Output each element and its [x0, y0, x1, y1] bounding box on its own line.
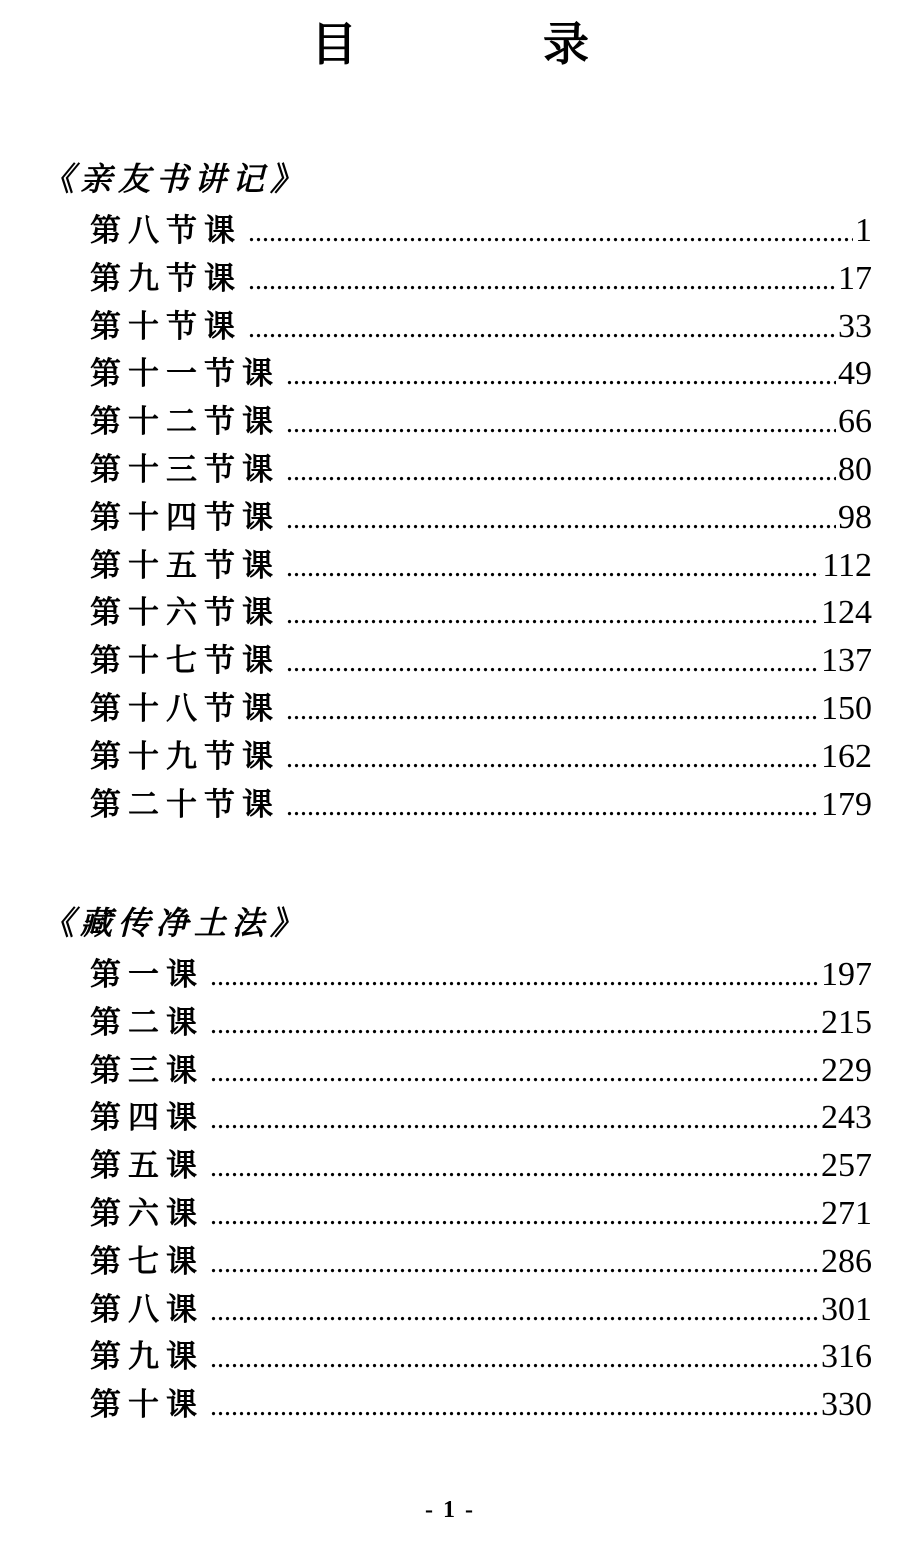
toc-entry-label: 第十一节课 — [90, 356, 280, 393]
toc-entry-page-number: 301 — [821, 1290, 872, 1328]
toc-entry-label: 第七课 — [90, 1243, 204, 1280]
toc-entry-page-number: 33 — [838, 307, 872, 345]
toc-entry[interactable] — [90, 733, 872, 781]
dot-leader — [286, 687, 819, 733]
section-title: 《亲友书讲记》 — [42, 160, 309, 198]
toc-entry[interactable] — [90, 1142, 872, 1190]
toc-entry[interactable] — [90, 1094, 872, 1142]
toc-entry-label: 第二十节课 — [90, 786, 280, 823]
dot-leader — [286, 639, 819, 685]
dot-leader — [210, 1192, 819, 1238]
page-number: - 1 - — [425, 1497, 475, 1523]
toc-entry[interactable] — [90, 255, 872, 303]
toc-entry-page-number: 179 — [821, 785, 872, 823]
toc-entry-label: 第四课 — [90, 1100, 204, 1137]
dot-leader — [286, 591, 819, 637]
toc-entry-page-number: 17 — [838, 259, 872, 297]
toc-entry[interactable] — [90, 589, 872, 637]
toc-entry-label: 第十三节课 — [90, 451, 280, 488]
dot-leader — [248, 305, 836, 351]
toc-entry-label: 第三课 — [90, 1052, 204, 1089]
toc-entry[interactable] — [90, 781, 872, 829]
dot-leader — [210, 1288, 819, 1334]
toc-entry-list — [42, 951, 872, 1429]
toc-entry-page-number: 66 — [838, 403, 872, 441]
toc-entry-page-number: 330 — [821, 1386, 872, 1424]
toc-entry-page-number: 80 — [838, 450, 872, 488]
toc-entry[interactable] — [90, 1333, 872, 1381]
toc-entry-page-number: 286 — [821, 1242, 872, 1280]
toc-entry[interactable] — [90, 1381, 872, 1429]
toc-entry[interactable] — [90, 1286, 872, 1334]
toc-entry-label: 第十六节课 — [90, 595, 280, 632]
toc-entry-label: 第九节课 — [90, 260, 242, 297]
toc-entry-label: 第八课 — [90, 1291, 204, 1328]
toc-entry[interactable] — [90, 446, 872, 494]
section-title: 《藏传净土法》 — [42, 904, 309, 942]
dot-leader — [286, 400, 836, 446]
toc-entry-label: 第十四节课 — [90, 499, 280, 536]
toc-entry-label: 第五课 — [90, 1148, 204, 1185]
toc-entry-page-number: 162 — [821, 737, 872, 775]
toc-entry-label: 第九课 — [90, 1339, 204, 1376]
toc-entry[interactable] — [90, 303, 872, 351]
toc-entry-label: 第十二节课 — [90, 404, 280, 441]
dot-leader — [286, 352, 836, 398]
toc-entry-label: 第十节课 — [90, 308, 242, 345]
toc-entry-page-number: 271 — [821, 1194, 872, 1232]
dot-leader — [210, 1049, 819, 1095]
dot-leader — [286, 448, 836, 494]
toc-entry-page-number: 243 — [821, 1099, 872, 1137]
dot-leader — [210, 1240, 819, 1286]
toc-entry-label: 第十八节课 — [90, 690, 280, 727]
toc-entry-label: 第十课 — [90, 1387, 204, 1424]
toc-entry-label: 第二课 — [90, 1004, 204, 1041]
dot-leader — [286, 783, 819, 829]
dot-leader — [210, 1335, 819, 1381]
toc-entry-page-number: 150 — [821, 689, 872, 727]
dot-leader — [286, 496, 836, 542]
toc-section-zangchuan-jingtu — [42, 899, 872, 1429]
dot-leader — [210, 953, 819, 999]
toc-entry-label: 第十九节课 — [90, 738, 280, 775]
dot-leader — [248, 257, 836, 303]
toc-entry[interactable] — [90, 1238, 872, 1286]
toc-entry-label: 第六课 — [90, 1195, 204, 1232]
toc-entry[interactable] — [90, 494, 872, 542]
page-title: 目 录 — [311, 17, 659, 71]
toc-entry[interactable] — [90, 398, 872, 446]
dot-leader — [210, 1096, 819, 1142]
toc-entry-label: 第八节课 — [90, 213, 242, 249]
toc-entry-page-number: 124 — [821, 594, 872, 632]
toc-entry-page-number: 137 — [821, 642, 872, 680]
toc-entry[interactable] — [90, 637, 872, 685]
toc-entry-page-number: 49 — [838, 355, 872, 393]
dot-leader — [210, 1144, 819, 1190]
dot-leader — [248, 209, 853, 255]
toc-entry[interactable] — [90, 1190, 872, 1238]
toc-entry[interactable] — [90, 951, 872, 999]
toc-entry[interactable] — [90, 1047, 872, 1095]
toc-section-qinyoushu — [42, 155, 872, 828]
toc-entry[interactable] — [90, 542, 872, 590]
toc-entry-page-number: 98 — [838, 498, 872, 536]
toc-entry[interactable] — [90, 350, 872, 398]
toc-entry-label: 第十五节课 — [90, 547, 280, 584]
toc-entry-page-number: 229 — [821, 1051, 872, 1089]
toc-entry-page-number: 197 — [821, 956, 872, 993]
toc-entry-list — [42, 207, 872, 828]
dot-leader — [210, 1001, 819, 1047]
toc-entry-page-number: 112 — [822, 546, 872, 584]
toc-entry-page-number: 1 — [855, 212, 872, 249]
toc-entry[interactable] — [90, 685, 872, 733]
toc-entry[interactable] — [90, 999, 872, 1047]
dot-leader — [210, 1383, 819, 1429]
dot-leader — [286, 735, 819, 781]
toc-entry-page-number: 257 — [821, 1147, 872, 1185]
toc-entry-page-number: 215 — [821, 1003, 872, 1041]
dot-leader — [286, 544, 820, 590]
toc-entry-label: 第一课 — [90, 957, 204, 993]
toc-entry-page-number: 316 — [821, 1338, 872, 1376]
toc-entry[interactable] — [90, 207, 872, 255]
toc-entry-label: 第十七节课 — [90, 643, 280, 680]
